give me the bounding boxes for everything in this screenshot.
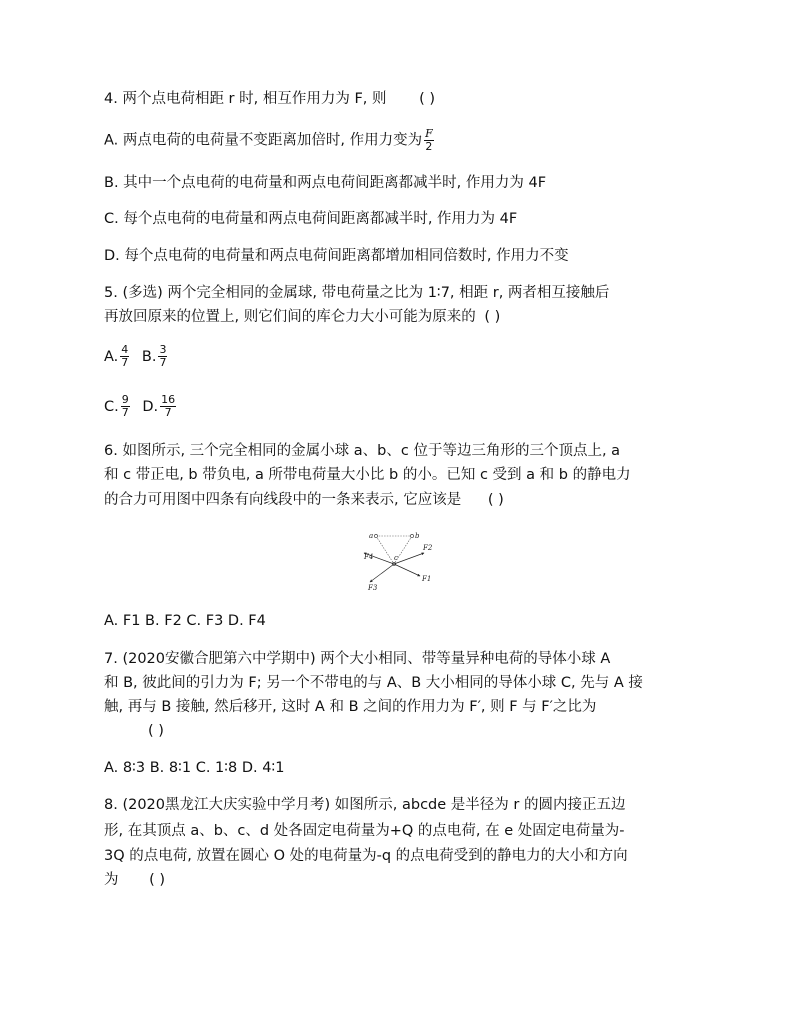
q8-stem-line-2: 形, 在其顶点 a、b、c、d 处各固定电荷量为+Q 的点电荷, 在 e 处固定电荷量为- <box>104 823 625 839</box>
q7-stem-line-1: 7. (2020安徽合肥第六中学期中) 两个大小相同、带等量异种电荷的导体小球 A <box>104 651 611 667</box>
q7-stem-line-2: 和 B, 彼此间的引力为 F; 另一个不带电的与 A、B 大小相同的导体小球 C, 先与 A 接 <box>104 675 643 691</box>
q6-force-diagram <box>356 528 442 592</box>
q4-option-a-text: A. 两点电荷的电荷量不变距离加倍时, 作用力变为 <box>104 132 423 149</box>
q5-answer-paren[interactable]: ( ) <box>484 309 501 325</box>
label-a: a <box>369 532 374 540</box>
q6-stem-line-2: 和 c 带正电, b 带负电, a 所带电荷量大小比 b 的小。已知 c 受到 a 和 b 的静电力 <box>104 467 631 483</box>
q5-stem-line-2 <box>104 306 500 328</box>
q8-answer-paren[interactable]: ( ) <box>149 872 166 888</box>
label-c: c <box>394 554 398 562</box>
force-arrow-f3 <box>370 564 394 582</box>
q8-stem-line-4 <box>104 869 165 891</box>
q5-option-c[interactable]: C. $\frac{9}{7}$ <box>104 393 129 419</box>
q5-stem-2: 再放回原来的位置上, 则它们间的库仑力大小可能为原来的 <box>104 309 476 325</box>
q4-option-c[interactable]: C. 每个点电荷的电荷量和两点电荷间距离都减半时, 作用力为 4F <box>104 211 518 227</box>
q5-option-a-fraction: $\frac{4}{7}$ <box>121 343 129 369</box>
q6-stem-3: 的合力可用图中四条有向线段中的一条来表示, 它应该是 <box>104 492 462 508</box>
q7-options[interactable]: A. 8∶3 B. 8∶1 C. 1∶8 D. 4∶1 <box>104 760 285 776</box>
q5-stem-line-1: 5. (多选) 两个完全相同的金属球, 带电荷量之比为 1∶7, 相距 r, 两者相互接触后 <box>104 285 610 301</box>
label-f3: F3 <box>368 584 378 592</box>
q5-options-ab <box>104 344 169 369</box>
ball-b <box>410 534 413 537</box>
q4-option-a[interactable] <box>104 128 436 153</box>
q4-option-d[interactable]: D. 每个点电荷的电荷量和两点电荷间距离都增加相同倍数时, 作用力不变 <box>104 248 569 264</box>
q4-option-a-fraction: $\frac{F}{2}$ <box>425 127 433 153</box>
q7-answer-paren[interactable]: ( ) <box>148 723 164 739</box>
q4-answer-paren[interactable]: ( ) <box>419 91 436 107</box>
q5-option-c-fraction: $\frac{9}{7}$ <box>121 393 129 419</box>
q6-stem-line-3 <box>104 489 504 511</box>
q4-option-b[interactable]: B. 其中一个点电荷的电荷量和两点电荷间距离都减半时, 作用力为 4F <box>104 175 547 191</box>
q5-option-b-fraction: $\frac{3}{7}$ <box>159 343 167 369</box>
q4-stem-line <box>104 88 435 110</box>
q5-option-b[interactable]: B. $\frac{3}{7}$ <box>141 343 167 369</box>
q5-option-d-fraction: $\frac{16}{7}$ <box>161 393 176 419</box>
q5-options-cd <box>104 394 178 419</box>
label-f1: F1 <box>422 575 432 583</box>
q7-stem-line-3: 触, 再与 B 接触, 然后移开, 这时 A 和 B 之间的作用力为 F′, 则 F 与 F′之比为 <box>104 699 597 715</box>
force-arrow-f1 <box>394 564 420 576</box>
q8-stem-line-1: 8. (2020黑龙江大庆实验中学月考) 如图所示, abcde 是半径为 r 的圆内接正五边 <box>104 797 626 813</box>
ball-a <box>374 534 377 537</box>
triangle-side-ac <box>376 536 394 564</box>
q4-stem: 4. 两个点电荷相距 r 时, 相互作用力为 F, 则 <box>104 91 387 107</box>
q6-options[interactable]: A. F1 B. F2 C. F3 D. F4 <box>104 613 266 629</box>
q6-stem-line-1: 6. 如图所示, 三个完全相同的金属小球 a、b、c 位于等边三角形的三个顶点上, a <box>104 443 621 459</box>
q6-answer-paren[interactable]: ( ) <box>487 492 504 508</box>
label-b: b <box>415 532 420 540</box>
label-f2: F2 <box>423 544 433 552</box>
force-arrow-f2 <box>394 553 424 564</box>
label-f4: F4 <box>364 553 374 561</box>
q5-option-a[interactable]: A. $\frac{4}{7}$ <box>104 343 129 369</box>
q5-option-d[interactable]: D. $\frac{16}{7}$ <box>142 393 176 419</box>
q8-stem-4: 为 <box>104 872 119 888</box>
q8-stem-line-3: 3Q 的点电荷, 放置在圆心 O 处的电荷量为-q 的点电荷受到的静电力的大小和方向 <box>104 848 628 864</box>
